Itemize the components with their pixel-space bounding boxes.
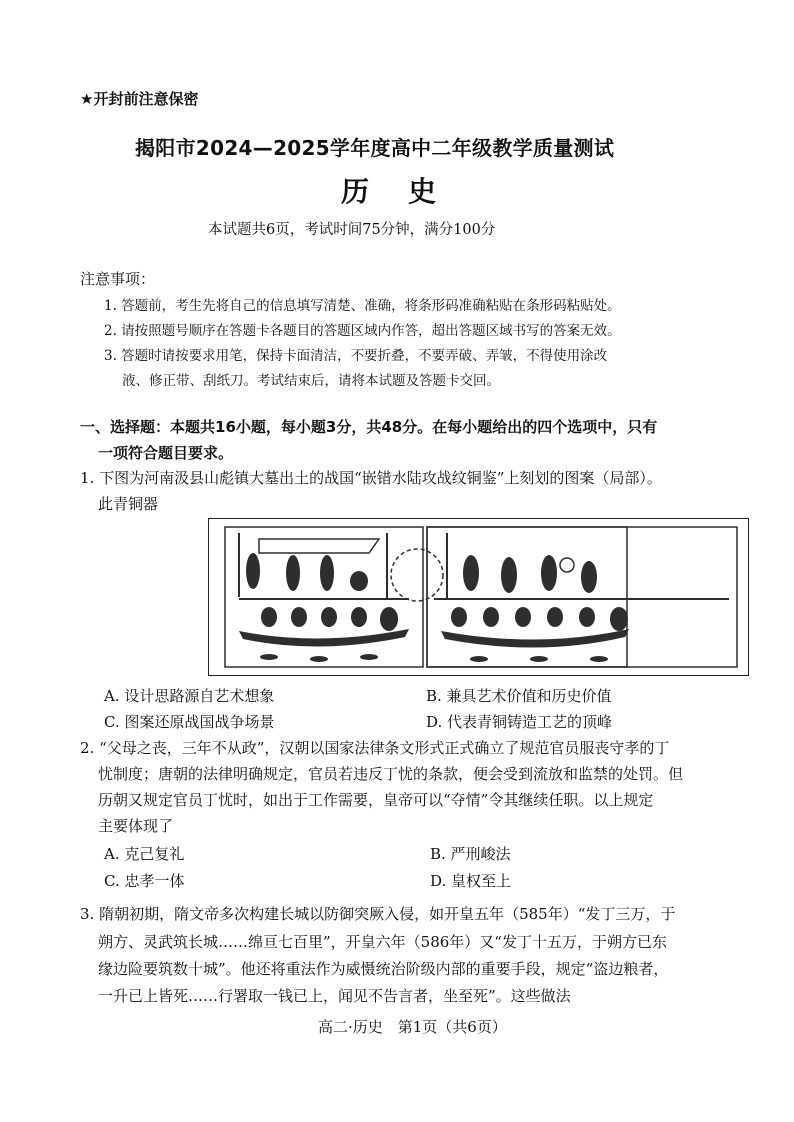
question-1-option-d[interactable]: D. 代表青铜铸造工艺的顶峰 xyxy=(426,713,613,731)
notice-item: 液、修正带、刮纸刀。考试结束后，请将本试题及答题卡交回。 xyxy=(122,373,500,389)
question-1-option-b[interactable]: B. 兼具艺术价值和历史价值 xyxy=(426,687,612,705)
battle-scene-illustration xyxy=(209,519,748,675)
notice-item: 3. 答题时请按要求用笔，保持卡面清洁，不要折叠，不要弄破、弄皱，不得使用涂改 xyxy=(104,348,608,364)
confidential-mark: ★开封前注意保密 xyxy=(80,90,199,108)
exam-info: 本试题共6页，考试时间75分钟，满分100分 xyxy=(208,222,496,238)
notice-item: 2. 请按照题号顺序在答题卡各题目的答题区域内作答，超出答题区域书写的答案无效。 xyxy=(104,323,621,339)
section-heading-cont: 一项符合题目要求。 xyxy=(98,444,234,462)
question-1-stem-cont: 此青铜器 xyxy=(98,495,159,513)
question-1-option-a[interactable]: A. 设计思路源自艺术想象 xyxy=(104,687,275,705)
question-2-stem-cont: 历朝又规定官员丁忧时，如出于工作需要，皇帝可以“夺情”令其继续任职。以上规定 xyxy=(98,791,654,809)
bronze-pattern-figure xyxy=(208,518,749,676)
section-heading: 一、选择题：本题共16小题，每小题3分，共48分。在每小题给出的四个选项中，只有 xyxy=(80,418,658,436)
question-2-option-c[interactable]: C. 忠孝一体 xyxy=(104,872,185,890)
exam-title: 揭阳市2024—2025学年度高中二年级教学质量测试 xyxy=(135,136,615,160)
question-3-stem-cont: 朔方、灵武筑长城……绵亘七百里”，开皇六年（586年）又“发丁十五万，于朔方已东 xyxy=(98,933,667,951)
question-3-stem-cont: 一升已上皆死……行署取一钱已上，闻见不告言者，坐至死”。这些做法 xyxy=(98,987,571,1005)
page-footer: 高二·历史 第1页（共6页） xyxy=(318,1018,507,1036)
notice-item: 1. 答题前，考生先将自己的信息填写清楚、准确，将条形码准确粘贴在条形码粘贴处。 xyxy=(104,298,621,314)
question-1-option-c[interactable]: C. 图案还原战国战争场景 xyxy=(104,713,275,731)
question-2-stem-cont: 忧制度；唐朝的法律明确规定，官员若违反丁忧的条款，便会受到流放和监禁的处罚。但 xyxy=(98,765,684,783)
question-2-stem: 2. “父母之丧，三年不从政”，汉朝以国家法律条文形式正式确立了规范官员服丧守孝的丁 xyxy=(80,739,670,757)
question-3-stem: 3. 隋朝初期，隋文帝多次构建长城以防御突厥入侵，如开皇五年（585年）“发丁三万，于 xyxy=(80,905,676,923)
question-2-stem-cont: 主要体现了 xyxy=(98,817,174,835)
notice-title: 注意事项： xyxy=(80,270,156,288)
question-2-option-b[interactable]: B. 严刑峻法 xyxy=(430,845,511,863)
question-2-option-a[interactable]: A. 克己复礼 xyxy=(104,845,185,863)
subject-title: 历 史 xyxy=(341,175,436,208)
question-1-stem: 1. 下图为河南汲县山彪镇大墓出土的战国“嵌错水陆攻战纹铜鉴”上刻划的图案（局部）。 xyxy=(80,469,662,487)
question-2-option-d[interactable]: D. 皇权至上 xyxy=(430,872,512,890)
question-3-stem-cont: 缘边险要筑数十城”。他还将重法作为威慑统治阶级内部的重要手段，规定“盗边粮者， xyxy=(98,960,669,978)
